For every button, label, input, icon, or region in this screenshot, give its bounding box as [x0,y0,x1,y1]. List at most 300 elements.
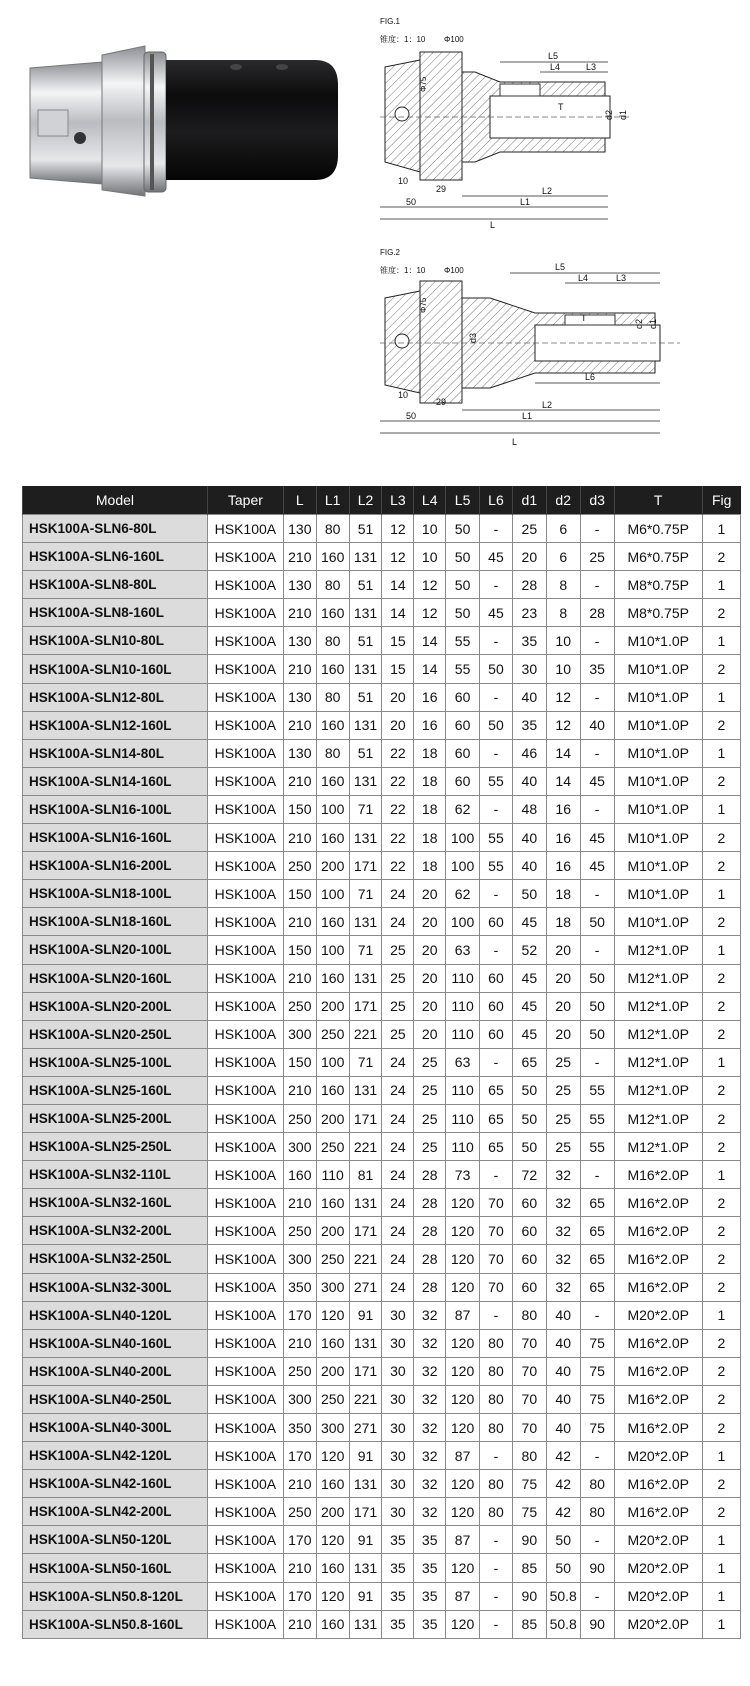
table-row [23,795,741,823]
table-cell: 1 [702,627,740,655]
table-cell: 160 [316,1470,349,1498]
table-cell: 20 [414,964,446,992]
table-cell: 45 [512,964,546,992]
table-cell: - [580,515,614,543]
fig2-L6: L6 [585,372,596,382]
table-cell: 24 [382,1076,414,1104]
table-cell: 170 [283,1582,316,1610]
table-row [23,767,741,795]
spec-table [22,486,741,1639]
fig2-d2: d2 [634,318,644,329]
table-cell: M10*1.0P [614,852,702,880]
table-cell: 65 [480,1133,513,1161]
table-cell: 90 [512,1526,546,1554]
table-cell: 24 [382,880,414,908]
table-cell: 16 [546,795,580,823]
table-cell: 2 [702,1020,740,1048]
table-row [23,683,741,711]
table-cell: HSK100A [207,795,283,823]
table-cell: - [580,1048,614,1076]
table-cell: 110 [446,1020,480,1048]
table-cell: HSK100A [207,1301,283,1329]
table-cell: - [480,739,513,767]
table-cell: 28 [414,1189,446,1217]
table-cell: 131 [349,1189,382,1217]
table-cell: 160 [316,1329,349,1357]
table-row [23,1414,741,1442]
table-cell: 160 [316,908,349,936]
table-row [23,543,741,571]
table-cell: M10*1.0P [614,655,702,683]
table-cell: 40 [546,1329,580,1357]
header-cell: Fig [702,486,740,515]
model-cell: HSK100A-SLN40-250L [23,1385,208,1413]
table-cell: HSK100A [207,711,283,739]
table-row [23,711,741,739]
table-cell: 25 [512,515,546,543]
table-cell: - [480,683,513,711]
table-cell: 52 [512,936,546,964]
table-cell: 87 [446,1301,480,1329]
table-cell: HSK100A [207,627,283,655]
table-cell: 250 [283,1104,316,1132]
table-cell: 250 [283,1357,316,1385]
table-cell: 60 [512,1273,546,1301]
table-cell: - [480,1554,513,1582]
table-cell: 14 [382,571,414,599]
table-cell: 40 [546,1357,580,1385]
table-cell: 91 [349,1526,382,1554]
table-cell: 250 [316,1020,349,1048]
fig1-n50: 50 [406,197,417,207]
table-cell: 50 [480,711,513,739]
table-cell: 50 [480,655,513,683]
table-cell: 2 [702,1104,740,1132]
fig2-L4: L4 [578,273,589,283]
table-cell: 75 [580,1357,614,1385]
table-cell: 131 [349,767,382,795]
table-cell: 46 [512,739,546,767]
table-cell: 16 [414,711,446,739]
table-cell: 18 [546,908,580,936]
table-cell: 160 [316,1189,349,1217]
fig2-L2: L2 [542,400,553,410]
table-cell: 1 [702,1554,740,1582]
table-cell: 80 [316,571,349,599]
table-cell: M10*1.0P [614,824,702,852]
table-cell: M20*2.0P [614,1610,702,1638]
table-cell: 90 [580,1610,614,1638]
table-cell: 65 [580,1245,614,1273]
table-cell: 75 [580,1385,614,1413]
table-cell: 210 [283,908,316,936]
table-cell: 30 [382,1498,414,1526]
model-cell: HSK100A-SLN50.8-120L [23,1582,208,1610]
table-cell: HSK100A [207,992,283,1020]
table-cell: 120 [446,1189,480,1217]
table-cell: 120 [316,1442,349,1470]
table-cell: 171 [349,1104,382,1132]
table-cell: 48 [512,795,546,823]
table-cell: 90 [580,1554,614,1582]
table-row [23,992,741,1020]
table-cell: 160 [283,1161,316,1189]
table-cell: 25 [546,1133,580,1161]
table-cell: 1 [702,1442,740,1470]
table-cell: 110 [446,1104,480,1132]
header-cell: d1 [512,486,546,515]
table-cell: 30 [382,1414,414,1442]
table-cell: 35 [382,1526,414,1554]
table-cell: 32 [546,1245,580,1273]
fig1-title: FIG.1 [380,17,401,26]
table-cell: 80 [480,1414,513,1442]
table-cell: 45 [512,908,546,936]
table-cell: 71 [349,1048,382,1076]
table-cell: 40 [546,1301,580,1329]
table-cell: HSK100A [207,1161,283,1189]
table-cell: 50 [512,1104,546,1132]
fig2-d75: Φ75 [419,297,428,313]
table-cell: 12 [546,711,580,739]
table-cell: - [580,1301,614,1329]
table-cell: 200 [316,1357,349,1385]
table-cell: 150 [283,1048,316,1076]
table-cell: 210 [283,964,316,992]
table-cell: 14 [382,599,414,627]
table-cell: HSK100A [207,1189,283,1217]
table-cell: 55 [480,824,513,852]
table-cell: 35 [382,1610,414,1638]
table-cell: 130 [283,739,316,767]
model-cell: HSK100A-SLN20-200L [23,992,208,1020]
table-cell: 60 [446,711,480,739]
table-cell: 120 [446,1610,480,1638]
fig1-T: T [558,102,564,112]
table-cell: M20*2.0P [614,1301,702,1329]
fig1-L4: L4 [550,62,561,72]
model-cell: HSK100A-SLN32-200L [23,1217,208,1245]
table-cell: 300 [283,1385,316,1413]
table-cell: 35 [414,1554,446,1582]
table-cell: 2 [702,1329,740,1357]
table-cell: 65 [512,1048,546,1076]
table-body [23,515,741,1639]
table-cell: 171 [349,992,382,1020]
table-cell: 221 [349,1133,382,1161]
table-cell: 18 [414,824,446,852]
table-cell: 2 [702,655,740,683]
table-cell: HSK100A [207,1133,283,1161]
model-cell: HSK100A-SLN14-80L [23,739,208,767]
table-cell: HSK100A [207,1245,283,1273]
table-cell: 32 [414,1414,446,1442]
table-cell: 130 [283,571,316,599]
table-cell: 2 [702,1133,740,1161]
table-cell: 20 [414,1020,446,1048]
table-cell: 1 [702,1048,740,1076]
model-cell: HSK100A-SLN16-160L [23,824,208,852]
table-cell: M12*1.0P [614,1048,702,1076]
table-cell: 50 [580,964,614,992]
table-cell: 200 [316,1104,349,1132]
table-cell: 32 [414,1498,446,1526]
table-cell: 28 [414,1161,446,1189]
model-cell: HSK100A-SLN40-120L [23,1301,208,1329]
table-cell: 15 [382,655,414,683]
table-cell: 2 [702,1357,740,1385]
table-cell: 250 [283,992,316,1020]
table-cell: 60 [480,992,513,1020]
table-cell: 40 [512,852,546,880]
table-cell: 80 [580,1498,614,1526]
table-cell: 170 [283,1526,316,1554]
table-row [23,1385,741,1413]
table-cell: 24 [382,1217,414,1245]
table-cell: - [480,1582,513,1610]
table-cell: 110 [446,964,480,992]
model-cell: HSK100A-SLN40-160L [23,1329,208,1357]
table-cell: 23 [512,599,546,627]
table-cell: M10*1.0P [614,683,702,711]
table-cell: 25 [414,1104,446,1132]
table-cell: 60 [512,1189,546,1217]
table-cell: M16*2.0P [614,1385,702,1413]
table-cell: 210 [283,1554,316,1582]
table-cell: 131 [349,824,382,852]
table-cell: 80 [480,1498,513,1526]
table-cell: HSK100A [207,1610,283,1638]
table-cell: - [580,571,614,599]
table-cell: 2 [702,964,740,992]
table-cell: 87 [446,1582,480,1610]
table-cell: 55 [480,852,513,880]
product-photo [20,40,375,210]
fig2-taper-note: 锥度：1：10 [380,266,426,275]
table-cell: 35 [414,1610,446,1638]
table-cell: M16*2.0P [614,1217,702,1245]
table-cell: HSK100A [207,936,283,964]
table-cell: 221 [349,1245,382,1273]
table-cell: 300 [283,1020,316,1048]
table-cell: 30 [382,1357,414,1385]
fig1-d75: Φ75 [419,76,428,92]
table-cell: 65 [580,1189,614,1217]
table-cell: 25 [414,1048,446,1076]
model-cell: HSK100A-SLN50.8-160L [23,1610,208,1638]
table-cell: 65 [580,1273,614,1301]
table-row [23,1104,741,1132]
table-cell: 73 [446,1161,480,1189]
table-cell: 18 [414,767,446,795]
table-cell: 1 [702,795,740,823]
table-cell: HSK100A [207,683,283,711]
table-cell: 131 [349,1076,382,1104]
fig1-taper-note: 锥度：1：10 [380,35,426,44]
table-cell: 87 [446,1442,480,1470]
table-cell: 45 [512,1020,546,1048]
table-cell: 62 [446,795,480,823]
table-cell: 35 [414,1582,446,1610]
table-cell: 110 [446,1133,480,1161]
table-cell: - [480,1301,513,1329]
table-cell: 80 [480,1329,513,1357]
table-cell: HSK100A [207,1582,283,1610]
table-cell: 131 [349,1610,382,1638]
table-cell: 1 [702,515,740,543]
table-cell: 70 [512,1357,546,1385]
table-cell: 160 [316,543,349,571]
table-cell: 210 [283,1329,316,1357]
table-cell: 20 [414,908,446,936]
fig2-n10: 10 [398,390,409,400]
table-cell: 30 [512,655,546,683]
table-cell: 200 [316,1498,349,1526]
model-cell: HSK100A-SLN8-160L [23,599,208,627]
table-cell: 50 [446,599,480,627]
table-cell: 70 [480,1217,513,1245]
table-cell: 10 [546,627,580,655]
table-cell: M10*1.0P [614,880,702,908]
table-row [23,964,741,992]
table-cell: - [480,936,513,964]
table-cell: 120 [446,1470,480,1498]
table-cell: 91 [349,1442,382,1470]
table-cell: 100 [316,1048,349,1076]
table-cell: HSK100A [207,599,283,627]
table-cell: 35 [580,655,614,683]
table-cell: 35 [382,1554,414,1582]
table-cell: 2 [702,1414,740,1442]
fig2-title: FIG.2 [380,248,401,257]
header-cell: L3 [382,486,414,515]
table-cell: 131 [349,655,382,683]
table-cell: 170 [283,1301,316,1329]
table-cell: 60 [480,1020,513,1048]
table-cell: 16 [546,852,580,880]
table-cell: 2 [702,543,740,571]
table-cell: M16*2.0P [614,1189,702,1217]
table-cell: 50 [512,1133,546,1161]
table-cell: 8 [546,571,580,599]
table-cell: 300 [316,1414,349,1442]
table-cell: 100 [446,908,480,936]
table-cell: 25 [382,992,414,1020]
table-cell: 100 [446,852,480,880]
table-cell: 18 [414,739,446,767]
table-row [23,1273,741,1301]
table-cell: 50 [446,515,480,543]
model-cell: HSK100A-SLN32-300L [23,1273,208,1301]
table-cell: 221 [349,1020,382,1048]
model-cell: HSK100A-SLN42-160L [23,1470,208,1498]
table-row [23,1526,741,1554]
model-cell: HSK100A-SLN16-100L [23,795,208,823]
table-cell: 300 [316,1273,349,1301]
table-cell: 51 [349,683,382,711]
table-row [23,1076,741,1104]
table-cell: 63 [446,936,480,964]
table-cell: 250 [316,1133,349,1161]
table-cell: - [580,627,614,655]
table-cell: - [480,1526,513,1554]
table-cell: 45 [480,599,513,627]
fig2-T: T [581,313,587,323]
table-cell: 110 [446,1076,480,1104]
table-cell: 50.8 [546,1610,580,1638]
table-cell: 271 [349,1273,382,1301]
table-cell: 271 [349,1414,382,1442]
table-cell: 35 [382,1582,414,1610]
table-cell: 25 [546,1048,580,1076]
table-cell: 25 [414,1076,446,1104]
table-cell: 150 [283,936,316,964]
table-cell: 12 [382,515,414,543]
table-cell: - [480,1048,513,1076]
table-cell: 50 [546,1554,580,1582]
table-cell: M20*2.0P [614,1442,702,1470]
table-cell: 1 [702,571,740,599]
table-cell: 42 [546,1470,580,1498]
table-cell: 50 [512,880,546,908]
table-cell: - [580,1442,614,1470]
model-cell: HSK100A-SLN14-160L [23,767,208,795]
table-cell: 171 [349,1357,382,1385]
table-cell: 210 [283,824,316,852]
table-cell: 1 [702,936,740,964]
table-cell: 2 [702,599,740,627]
table-row [23,852,741,880]
table-cell: HSK100A [207,1076,283,1104]
model-cell: HSK100A-SLN42-200L [23,1498,208,1526]
table-cell: 210 [283,655,316,683]
table-cell: 40 [546,1414,580,1442]
table-cell: HSK100A [207,964,283,992]
header-cell: L [283,486,316,515]
table-cell: 24 [382,1273,414,1301]
model-cell: HSK100A-SLN25-100L [23,1048,208,1076]
table-cell: M6*0.75P [614,515,702,543]
table-cell: 70 [512,1385,546,1413]
table-cell: 2 [702,1217,740,1245]
table-row [23,1610,741,1638]
table-cell: 55 [580,1076,614,1104]
table-cell: 8 [546,599,580,627]
table-cell: HSK100A [207,1217,283,1245]
table-cell: 16 [414,683,446,711]
header-cell: T [614,486,702,515]
table-cell: - [480,1442,513,1470]
table-cell: 25 [382,936,414,964]
table-cell: 200 [316,1217,349,1245]
table-cell: HSK100A [207,824,283,852]
table-cell: 20 [382,711,414,739]
model-cell: HSK100A-SLN25-160L [23,1076,208,1104]
table-cell: 6 [546,515,580,543]
table-cell: HSK100A [207,1329,283,1357]
table-cell: M16*2.0P [614,1273,702,1301]
table-cell: HSK100A [207,767,283,795]
figure-1-drawing [380,12,740,240]
table-cell: 12 [414,571,446,599]
table-cell: 130 [283,515,316,543]
table-cell: - [480,1610,513,1638]
table-cell: 1 [702,1610,740,1638]
table-cell: 250 [283,1217,316,1245]
table-cell: HSK100A [207,1554,283,1582]
table-cell: 171 [349,1498,382,1526]
fig1-d1: d1 [618,109,628,120]
